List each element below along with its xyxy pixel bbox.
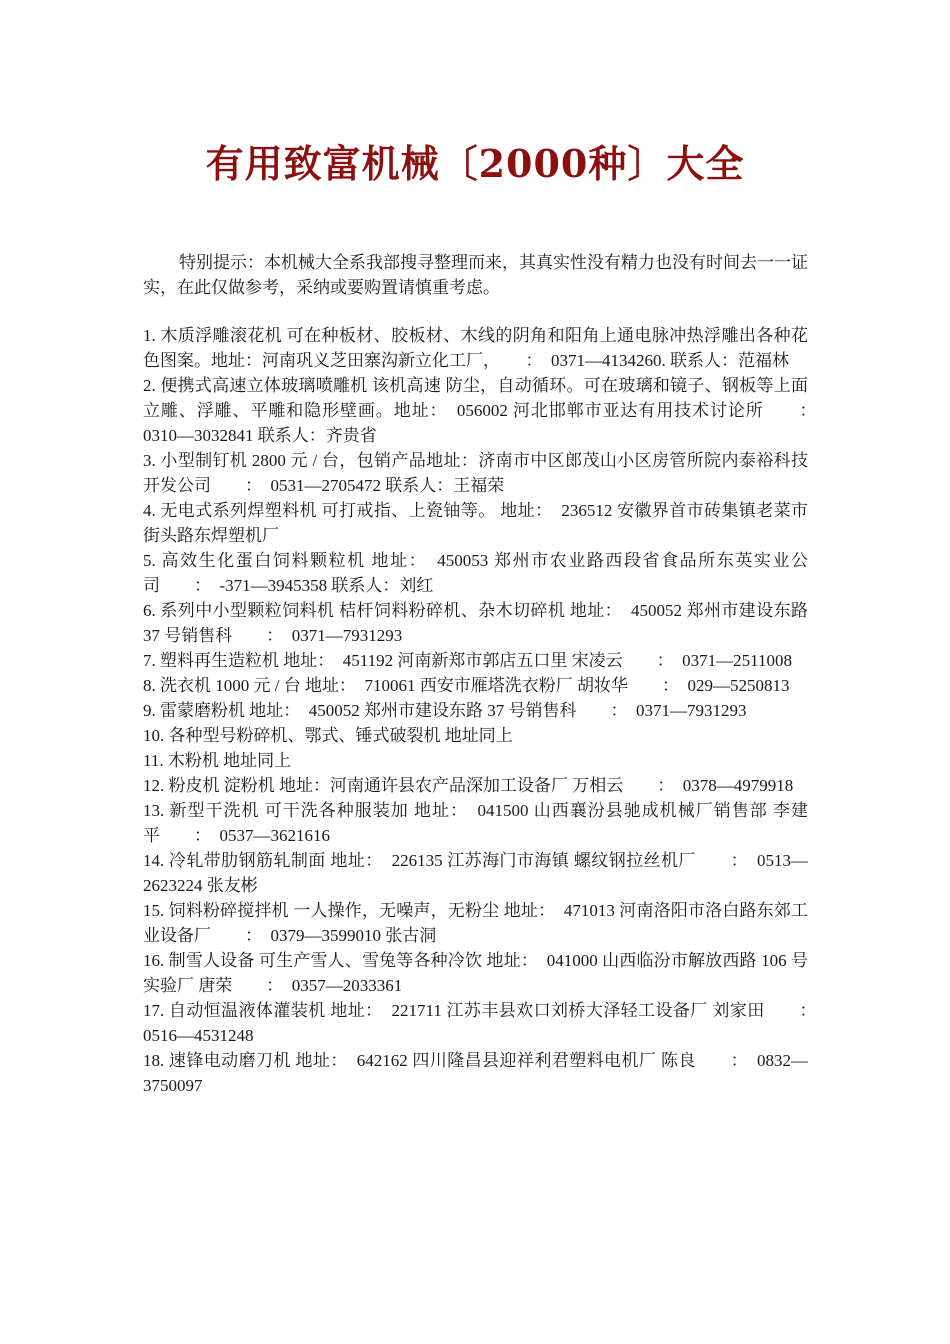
list-item: 3. 小型制钉机 2800 元 / 台，包销产品地址：济南市中区郎茂山小区房管所院内泰裕科技开发公司 ： 0531—2705472 联系人：王福荣 <box>143 451 808 495</box>
machine-list <box>143 323 825 1098</box>
list-item: 7. 塑料再生造粒机 地址： 451192 河南新郑市郭店五口里 宋凌云 ： 0371—2511008 <box>143 651 792 670</box>
list-item: 12. 粉皮机 淀粉机 地址：河南通许县农产品深加工设备厂 万相云 ： 0378—4979918 <box>143 776 794 795</box>
list-item: 5. 高效生化蛋白饲料颗粒机 地址： 450053 郑州市农业路西段省食品所东英实业公司 ： -371—3945358 联系人：刘红 <box>143 551 808 595</box>
list-item: 18. 速锋电动磨刀机 地址： 642162 四川隆昌县迎祥利君塑料电机厂 陈良 ： 0832—3750097 <box>143 1051 808 1095</box>
list-item: 1. 木质浮雕滚花机 可在种板材、胶板材、木线的阴角和阳角上通电脉冲热浮雕出各种花色图案。地址：河南巩义芝田寨沟新立化工厂， ： 0371—4134260. 联系人：范福林 <box>143 326 808 370</box>
list-item: 2. 便携式高速立体玻璃喷雕机 该机高速 防尘，自动循环。可在玻璃和镜子、钢板等上面立雕、浮雕、平雕和隐形壁画。地址： 056002 河北邯郸市亚达有用技术讨论所 ： 0310—3032841 联系人：齐贵省 <box>143 376 825 445</box>
document-title: 有用致富机械〔2000种〕大全 <box>205 141 745 186</box>
list-item: 13. 新型干洗机 可干洗各种服装加 地址： 041500 山西襄汾县驰成机械厂销售部 李建平 ： 0537—3621616 <box>143 801 808 845</box>
list-item: 10. 各种型号粉碎机、鄂式、锤式破裂机 地址同上 <box>143 726 513 745</box>
list-item: 16. 制雪人设备 可生产雪人、雪兔等各种冷饮 地址： 041000 山西临汾市解放西路 106 号实验厂 唐荣 ： 0357—2033361 <box>143 951 808 995</box>
list-item: 4. 无电式系列焊塑料机 可打戒指、上瓷铀等。 地址： 236512 安徽界首市砖集镇老菜市街头路东焊塑机厂 <box>143 501 808 545</box>
list-item: 15. 饲料粉碎搅拌机 一人操作，无噪声，无粉尘 地址： 471013 河南洛阳市洛白路东郊工业设备厂 ： 0379—3599010 张古洞 <box>143 901 808 945</box>
special-notice: 特别提示：本机械大全系我部搜寻整理而来，其真实性没有精力也没有时间去一一证实，在此仅做参考，采纳或要购置请慎重考虑。 <box>143 253 808 297</box>
list-item: 9. 雷蒙磨粉机 地址： 450052 郑州市建设东路 37 号销售科 ： 0371—7931293 <box>143 701 747 720</box>
list-item: 17. 自动恒温液体灌装机 地址： 221711 江苏丰县欢口刘桥大泽轻工设备厂 刘家田 ： 0516—4531248 <box>143 1001 825 1045</box>
list-item: 11. 木粉机 地址同上 <box>143 751 292 770</box>
list-item: 14. 冷轧带肋钢筋轧制面 地址： 226135 江苏海门市海镇 螺纹钢拉丝机厂 ： 0513—2623224 张友彬 <box>143 851 808 895</box>
list-item: 6. 系列中小型颗粒饲料机 桔杆饲料粉碎机、杂木切碎机 地址： 450052 郑州市建设东路 37 号销售科 ： 0371—7931293 <box>143 601 808 645</box>
list-item: 8. 洗衣机 1000 元 / 台 地址： 710061 西安市雁塔洗衣粉厂 胡妆华 ： 029—5250813 <box>143 676 790 695</box>
